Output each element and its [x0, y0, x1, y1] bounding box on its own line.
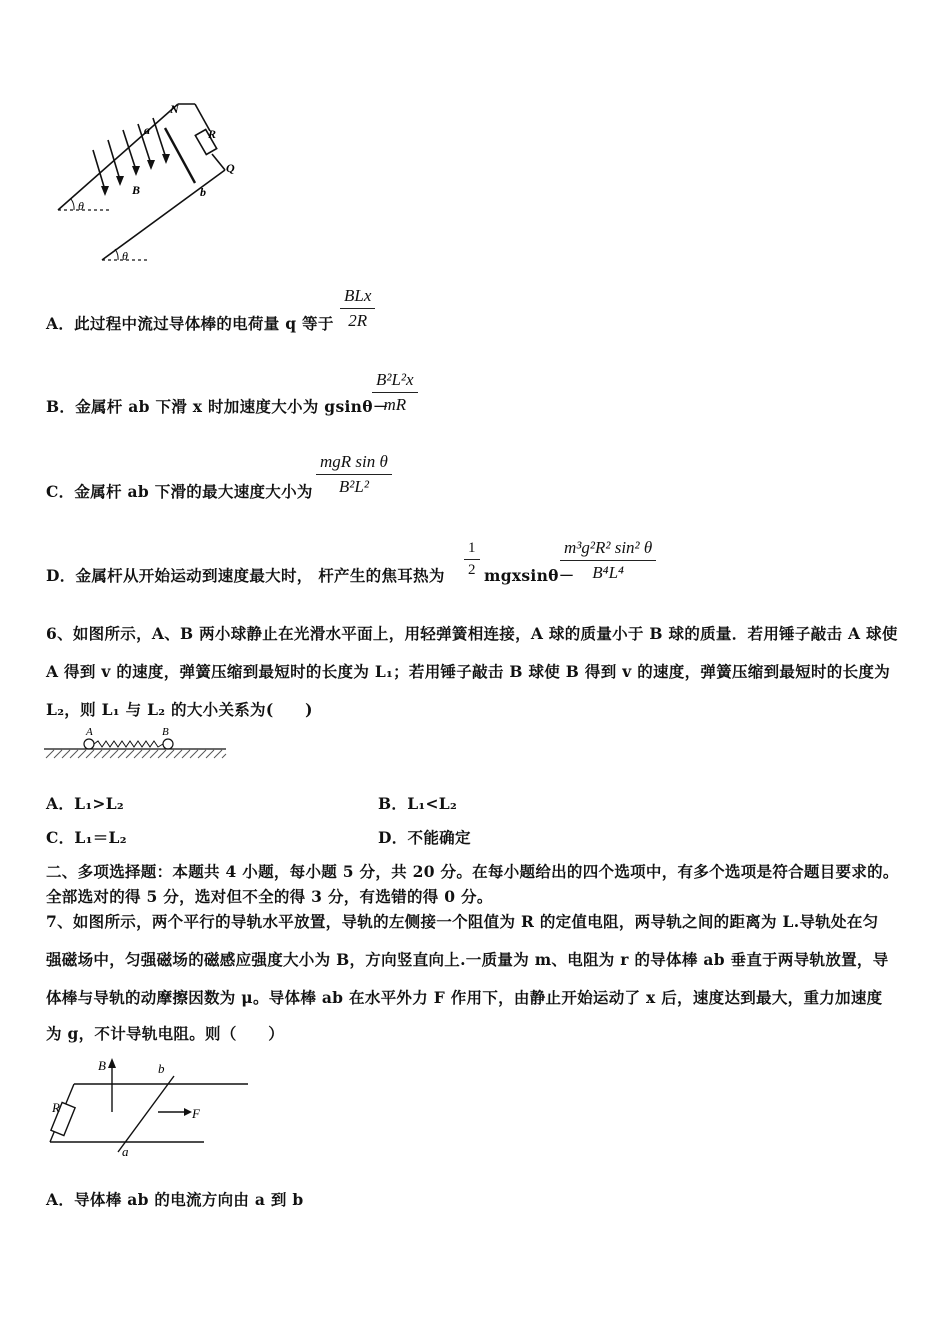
q5-option-b-fraction: B²L²x mR: [372, 370, 418, 415]
q5-option-a-fraction: BLx 2R: [340, 286, 375, 331]
label-a: a: [122, 1144, 129, 1159]
q5-option-d-fraction: m³g²R² sin² θ B⁴L⁴: [560, 538, 656, 583]
label-B: B: [162, 726, 169, 738]
q5-option-c: C．金属杆 ab 下滑的最大速度大小为: [46, 482, 313, 501]
q7-stem-line-3: 体棒与导轨的动摩擦因数为 μ。导体棒 ab 在水平外力 F 作用下，由静止开始运动了 x 后，速度达到最大，重力加速度: [46, 988, 883, 1007]
q6-option-d: D．不能确定: [378, 828, 471, 847]
label-b: b: [200, 185, 206, 199]
q6-option-c: C．L₁＝L₂: [46, 828, 127, 847]
q6-option-b: B．L₁<L₂: [378, 794, 458, 813]
label-b: b: [158, 1061, 165, 1076]
q5-option-a: A．此过程中流过导体棒的电荷量 q 等于: [46, 314, 334, 333]
q6-stem-line-2: A 得到 v 的速度，弹簧压缩到最短时的长度为 L₁；若用锤子敲击 B 球使 B 得到 v 的速度，弹簧压缩到最短时的长度为: [46, 662, 890, 681]
label-A: A: [86, 726, 93, 738]
label-B: B: [98, 1058, 106, 1073]
inclined-rails-figure: [50, 98, 250, 266]
q5-option-d: D．金属杆从开始运动到速度最大时， 杆产生的焦耳热为: [46, 566, 445, 585]
label-F: F: [192, 1106, 200, 1121]
q5-option-b: B．金属杆 ab 下滑 x 时加速度大小为 gsinθ－: [46, 397, 389, 416]
q7-stem-line-1: 7、如图所示，两个平行的导轨水平放置，导轨的左侧接一个阻值为 R 的定值电阻，两导轨之间的距离为 L.导轨处在匀: [46, 912, 879, 931]
label-R: R: [208, 127, 217, 141]
q6-stem-line-1: 6、如图所示，A、B 两小球静止在光滑水平面上，用轻弹簧相连接，A 球的质量小于 B 球的质量．若用锤子敲击 A 球使: [46, 624, 898, 643]
q7-option-a: A．导体棒 ab 的电流方向由 a 到 b: [46, 1190, 304, 1209]
label-a: a: [144, 123, 150, 137]
spring-balls-figure: [44, 724, 230, 760]
label-R: R: [52, 1100, 60, 1115]
horizontal-rails-figure: [46, 1056, 256, 1160]
section-2-line-1: 二、多项选择题：本题共 4 小题，每小题 5 分，共 20 分。在每小题给出的四个选项中，有多个选项是符合题目要求的。: [46, 862, 899, 881]
label-N: N: [170, 102, 179, 116]
label-B: B: [132, 183, 141, 197]
q5-option-c-fraction: mgR sin θ B²L²: [316, 452, 392, 497]
label-Q: Q: [226, 161, 235, 175]
label-theta-1: θ: [78, 199, 84, 213]
q5-option-d-mid: mgxsinθ－: [484, 566, 575, 585]
q7-stem-line-2: 强磁场中，匀强磁场的磁感应强度大小为 B，方向竖直向上.一质量为 m、电阻为 r 的导体棒 ab 垂直于两导轨放置，导: [46, 950, 889, 969]
section-2-line-2: 全部选对的得 5 分，选对但不全的得 3 分，有选错的得 0 分。: [46, 887, 493, 906]
q6-stem-line-3: L₂，则 L₁ 与 L₂ 的大小关系为( ): [46, 700, 313, 719]
q5-option-d-half: 1 2: [464, 540, 480, 579]
q7-stem-line-4: 为 g，不计导轨电阻。则（ ）: [46, 1024, 285, 1043]
label-theta-2: θ: [122, 249, 128, 263]
q6-option-a: A．L₁>L₂: [46, 794, 124, 813]
